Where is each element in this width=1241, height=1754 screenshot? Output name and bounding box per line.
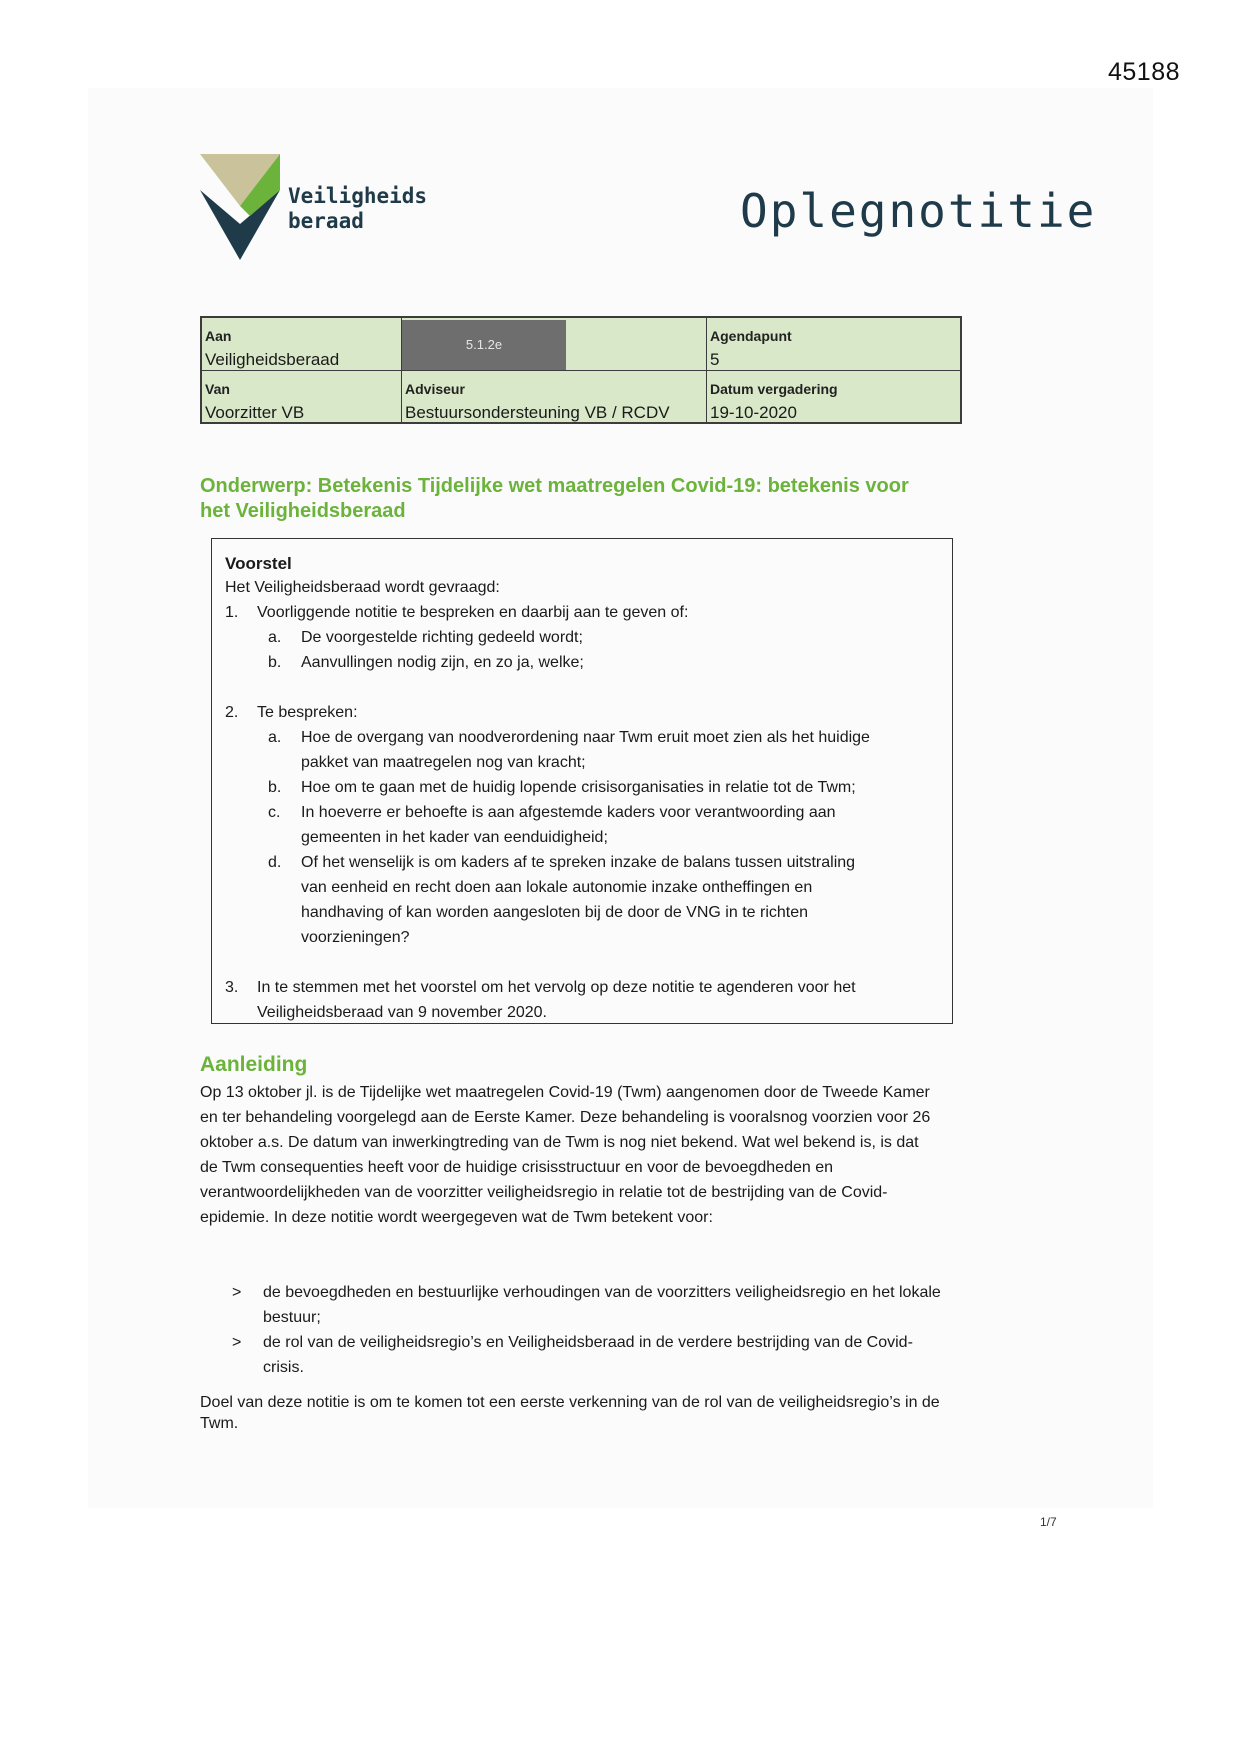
subject-heading <box>200 474 960 524</box>
agendapunt-value: 5 <box>710 350 720 369</box>
bullet-2-text: de rol van de veiligheidsregio’s en Veiligheidsberaad in de verdere bestrijding van de Covid-crisis. <box>263 1334 913 1376</box>
aanleiding-paragraph <box>200 1080 940 1230</box>
logo-v-mark-icon <box>200 154 290 260</box>
item-2c-line-1: In hoeverre er behoefte is aan afgestemde kaders voor verantwoording aan <box>301 804 836 821</box>
item-2d-line-2: van eenheid en recht doen aan lokale autonomie inzake ontheffingen en <box>301 879 813 896</box>
item-2d-letter: d. <box>268 854 282 871</box>
adviseur-value: Bestuursondersteuning VB / RCDV <box>405 403 670 422</box>
item-2a-line-2: pakket van maatregelen nog van kracht; <box>301 754 586 771</box>
van-label: Van <box>205 381 230 397</box>
item-1-number: 1. <box>225 604 239 621</box>
item-3-line-1: In te stemmen met het voorstel om het vervolg op deze notitie te agenderen voor het <box>257 979 856 996</box>
logo-line-1: Veiligheids <box>288 184 428 208</box>
item-2b-letter: b. <box>268 779 282 796</box>
veiligheidsberaad-logo <box>200 154 440 260</box>
item-2-text: Te bespreken: <box>257 704 358 721</box>
closing-paragraph: Doel van deze notitie is om te komen tot een eerste verkenning van de rol van de veiligheidsregio’s in de Twm. <box>200 1394 940 1432</box>
aan-value: Veiligheidsberaad <box>205 350 340 369</box>
item-2c-letter: c. <box>268 804 281 821</box>
aan-label: Aan <box>205 328 232 344</box>
logo-wordmark <box>288 184 427 234</box>
bullet-item-1 <box>0 1280 1241 1330</box>
aanleiding-paragraph-text: Op 13 oktober jl. is de Tijdelijke wet maatregelen Covid-19 (Twm) aangenomen door de Tweede Kamer en ter behandeling voorgelegd aan de Eerste Kamer. Deze behandeling is vooralsnog voorzien voor 26 oktober a.s. De datum van inwerkingtreding van de Twm is nog niet bekend. Wat wel bekend is, is dat de Twm consequenties heeft voor de huidige crisisstructuur en voor de bevoegdheden en verantwoordelijkheden van de voorzitter veiligheidsregio in relatie tot de bestrijding van de Covid-epidemie. In deze notitie wordt weergegeven wat de Twm betekent voor: <box>200 1084 931 1226</box>
proposal-box <box>211 538 953 1024</box>
proposal-intro: Het Veiligheidsberaad wordt gevraagd: <box>225 579 500 596</box>
datum-label: Datum vergadering <box>710 381 838 397</box>
agendapunt-label: Agendapunt <box>710 328 792 344</box>
item-1a-text: De voorgestelde richting gedeeld wordt; <box>301 629 583 646</box>
cell-datum <box>707 371 960 424</box>
item-2a-line-1: Hoe de overgang van noodverordening naar Twm eruit moet zien als het huidige <box>301 729 870 746</box>
bullet-marker: > <box>232 1334 242 1351</box>
item-3-number: 3. <box>225 979 239 996</box>
datum-value: 19-10-2020 <box>710 403 797 422</box>
item-2d-line-3: handhaving of kan worden aangesloten bij de door de VNG in te richten <box>301 904 809 921</box>
cell-aan <box>202 318 402 371</box>
subject-line-2: het Veiligheidsberaad <box>200 500 406 522</box>
item-2b-line-1: Hoe om te gaan met de huidig lopende crisisorganisaties in relatie tot de Twm; <box>301 779 856 796</box>
redaction-block: 5.1.2e <box>402 320 566 370</box>
item-1b-letter: b. <box>268 654 282 671</box>
cell-van <box>202 371 402 424</box>
item-2-number: 2. <box>225 704 239 721</box>
item-2c-line-2: gemeenten in het kader van eenduidigheid; <box>301 829 608 846</box>
document-title: Oplegnotitie <box>740 184 1097 238</box>
adviseur-label: Adviseur <box>405 381 465 397</box>
item-1b-text: Aanvullingen nodig zijn, en zo ja, welke; <box>301 654 584 671</box>
van-value: Voorzitter VB <box>205 403 305 422</box>
item-1a-letter: a. <box>268 629 282 646</box>
aanleiding-heading: Aanleiding <box>200 1053 308 1076</box>
cell-agendapunt <box>707 318 960 371</box>
item-2a-letter: a. <box>268 729 282 746</box>
subject-line-1: Onderwerp: Betekenis Tijdelijke wet maatregelen Covid-19: betekenis voor <box>200 475 909 497</box>
info-table <box>200 316 962 424</box>
page-number: 1/7 <box>1040 1515 1057 1529</box>
cell-adviseur <box>402 371 707 424</box>
logo-line-2: beraad <box>288 209 364 233</box>
proposal-title: Voorstel <box>225 554 292 573</box>
document-number: 45188 <box>1108 58 1181 86</box>
item-2d-line-4: voorzieningen? <box>301 929 410 946</box>
item-1-text: Voorliggende notitie te bespreken en daarbij aan te geven of: <box>257 604 689 621</box>
bullet-marker: > <box>232 1284 242 1301</box>
item-2d-line-1: Of het wenselijk is om kaders af te spreken inzake de balans tussen uitstraling <box>301 854 856 871</box>
bullet-item-2 <box>0 1330 1241 1380</box>
cell-redacted <box>402 318 707 371</box>
bullet-1-text: de bevoegdheden en bestuurlijke verhoudingen van de voorzitters veiligheidsregio en het lokale bestuur; <box>263 1284 941 1326</box>
item-3-line-2: Veiligheidsberaad van 9 november 2020. <box>257 1004 547 1021</box>
